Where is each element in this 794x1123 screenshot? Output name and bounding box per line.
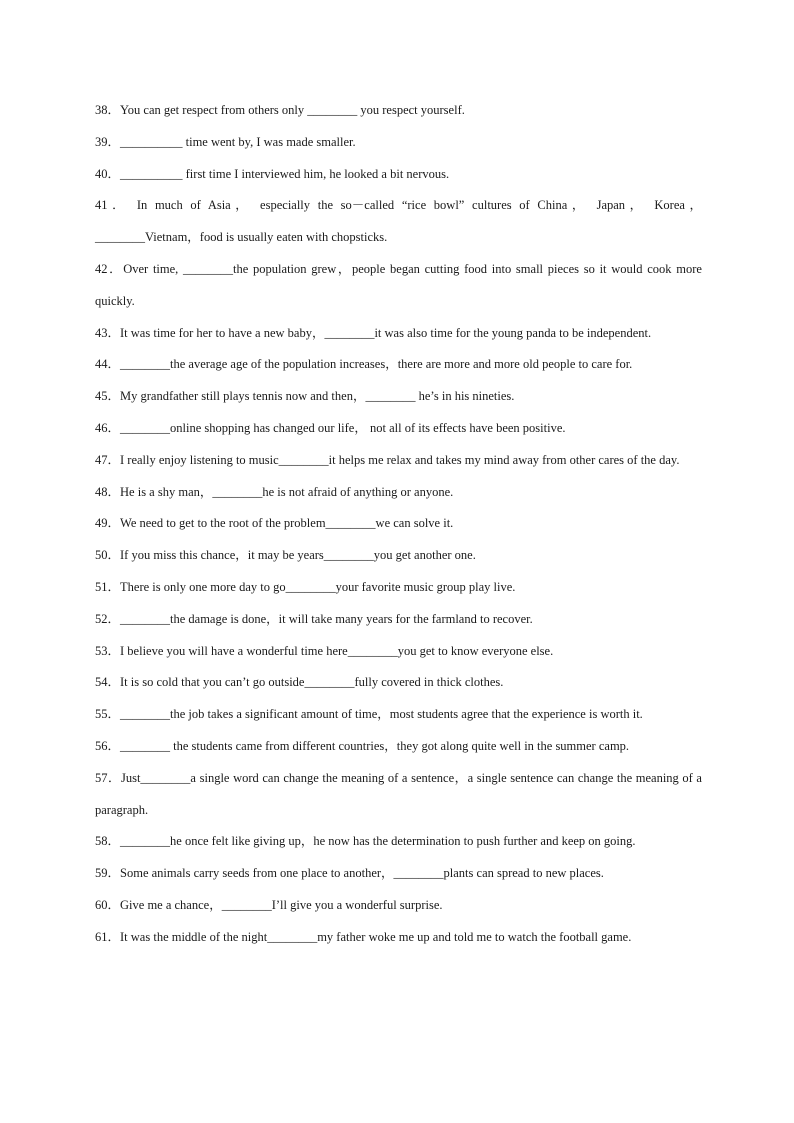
question-number: 53． bbox=[95, 643, 121, 658]
question-number: 42． bbox=[95, 261, 124, 276]
question-number: 55． bbox=[95, 707, 121, 722]
question-text: __________ first time I interviewed him, he looked a bit nervous. bbox=[120, 166, 450, 181]
question-text: ________he once felt like giving up，he now has the determination to push further and keep on going. bbox=[120, 834, 636, 849]
question-text: It was the middle of the night________my father woke me up and told me to watch the football game. bbox=[120, 929, 632, 944]
question-item bbox=[95, 381, 702, 413]
question-list bbox=[95, 95, 702, 954]
question-number: 51． bbox=[95, 579, 121, 594]
question-item bbox=[95, 890, 702, 922]
question-text: I really enjoy listening to music________it helps me relax and takes my mind away from other cares of the day. bbox=[120, 452, 680, 467]
question-number: 44． bbox=[95, 357, 121, 372]
question-number: 52． bbox=[95, 611, 121, 626]
question-item bbox=[95, 667, 702, 699]
question-number: 38． bbox=[95, 103, 121, 117]
question-item bbox=[95, 413, 702, 445]
question-number: 47． bbox=[95, 452, 121, 467]
question-text: __________ time went by, I was made smaller. bbox=[120, 134, 356, 149]
question-item bbox=[95, 445, 702, 477]
question-item bbox=[95, 349, 702, 381]
question-item bbox=[95, 604, 702, 636]
question-text: If you miss this chance，it may be years________you get another one. bbox=[120, 548, 476, 563]
question-text: There is only one more day to go________your favorite music group play live. bbox=[120, 579, 516, 594]
question-item bbox=[95, 858, 702, 890]
question-number: 56． bbox=[95, 738, 121, 753]
question-text: It was time for her to have a new baby，________it was also time for the young panda to be independent. bbox=[120, 325, 652, 340]
question-item bbox=[95, 190, 702, 254]
question-item bbox=[95, 699, 702, 731]
question-text: ________online shopping has changed our life， not all of its effects have been positive. bbox=[120, 420, 566, 435]
question-text: ________the job takes a significant amount of time，most students agree that the experience is worth it. bbox=[120, 707, 643, 722]
question-item bbox=[95, 636, 702, 668]
question-text: Just________a single word can change the meaning of a sentence，a single sentence can change the meaning of a paragraph. bbox=[95, 770, 702, 817]
question-number: 54． bbox=[95, 675, 121, 690]
question-item bbox=[95, 508, 702, 540]
question-number: 58． bbox=[95, 834, 121, 849]
question-number: 40． bbox=[95, 166, 121, 181]
question-text: He is a shy man，________he is not afraid of anything or anyone. bbox=[120, 484, 454, 499]
question-text: My grandfather still plays tennis now and then，________ he’s in his nineties. bbox=[120, 389, 515, 404]
question-item bbox=[95, 572, 702, 604]
question-item bbox=[95, 318, 702, 350]
question-text: I believe you will have a wonderful time here________you get to know everyone else. bbox=[120, 643, 554, 658]
question-number: 41． bbox=[95, 198, 130, 213]
question-number: 43． bbox=[95, 325, 121, 340]
question-text: You can get respect from others only ________ you respect yourself. bbox=[120, 103, 465, 117]
question-item bbox=[95, 922, 702, 954]
question-item bbox=[95, 763, 702, 827]
question-text: ________the damage is done，it will take many years for the farmland to recover. bbox=[120, 611, 533, 626]
question-item bbox=[95, 127, 702, 159]
question-text: In much of Asia， especially the so－called “rice bowl” cultures of China， Japan， Korea， ________Vietnam，food is usually eaten with chopsticks. bbox=[95, 198, 702, 245]
question-number: 39． bbox=[95, 134, 121, 149]
question-number: 45． bbox=[95, 389, 121, 404]
question-item bbox=[95, 540, 702, 572]
question-item bbox=[95, 477, 702, 509]
question-text: Some animals carry seeds from one place to another，________plants can spread to new places. bbox=[120, 866, 604, 881]
question-item bbox=[95, 95, 702, 127]
question-item bbox=[95, 826, 702, 858]
question-text: ________ the students came from different countries，they got along quite well in the summer camp. bbox=[120, 738, 630, 753]
question-item bbox=[95, 254, 702, 318]
question-text: We need to get to the root of the problem________we can solve it. bbox=[120, 516, 454, 531]
question-number: 48． bbox=[95, 484, 121, 499]
question-number: 49． bbox=[95, 516, 121, 531]
question-text: ________the average age of the population increases，there are more and more old people to care for. bbox=[120, 357, 633, 372]
question-text: It is so cold that you can’t go outside________fully covered in thick clothes. bbox=[120, 675, 504, 690]
question-text: Over time, ________the population grew，people began cutting food into small pieces so it would cook more quickly. bbox=[95, 261, 702, 308]
question-item bbox=[95, 159, 702, 191]
question-number: 61． bbox=[95, 929, 121, 944]
question-number: 60． bbox=[95, 897, 121, 912]
question-number: 59． bbox=[95, 866, 121, 881]
question-number: 50． bbox=[95, 548, 121, 563]
question-number: 57． bbox=[95, 770, 121, 785]
question-number: 46． bbox=[95, 420, 121, 435]
question-item bbox=[95, 731, 702, 763]
question-text: Give me a chance，________I’ll give you a wonderful surprise. bbox=[120, 897, 443, 912]
